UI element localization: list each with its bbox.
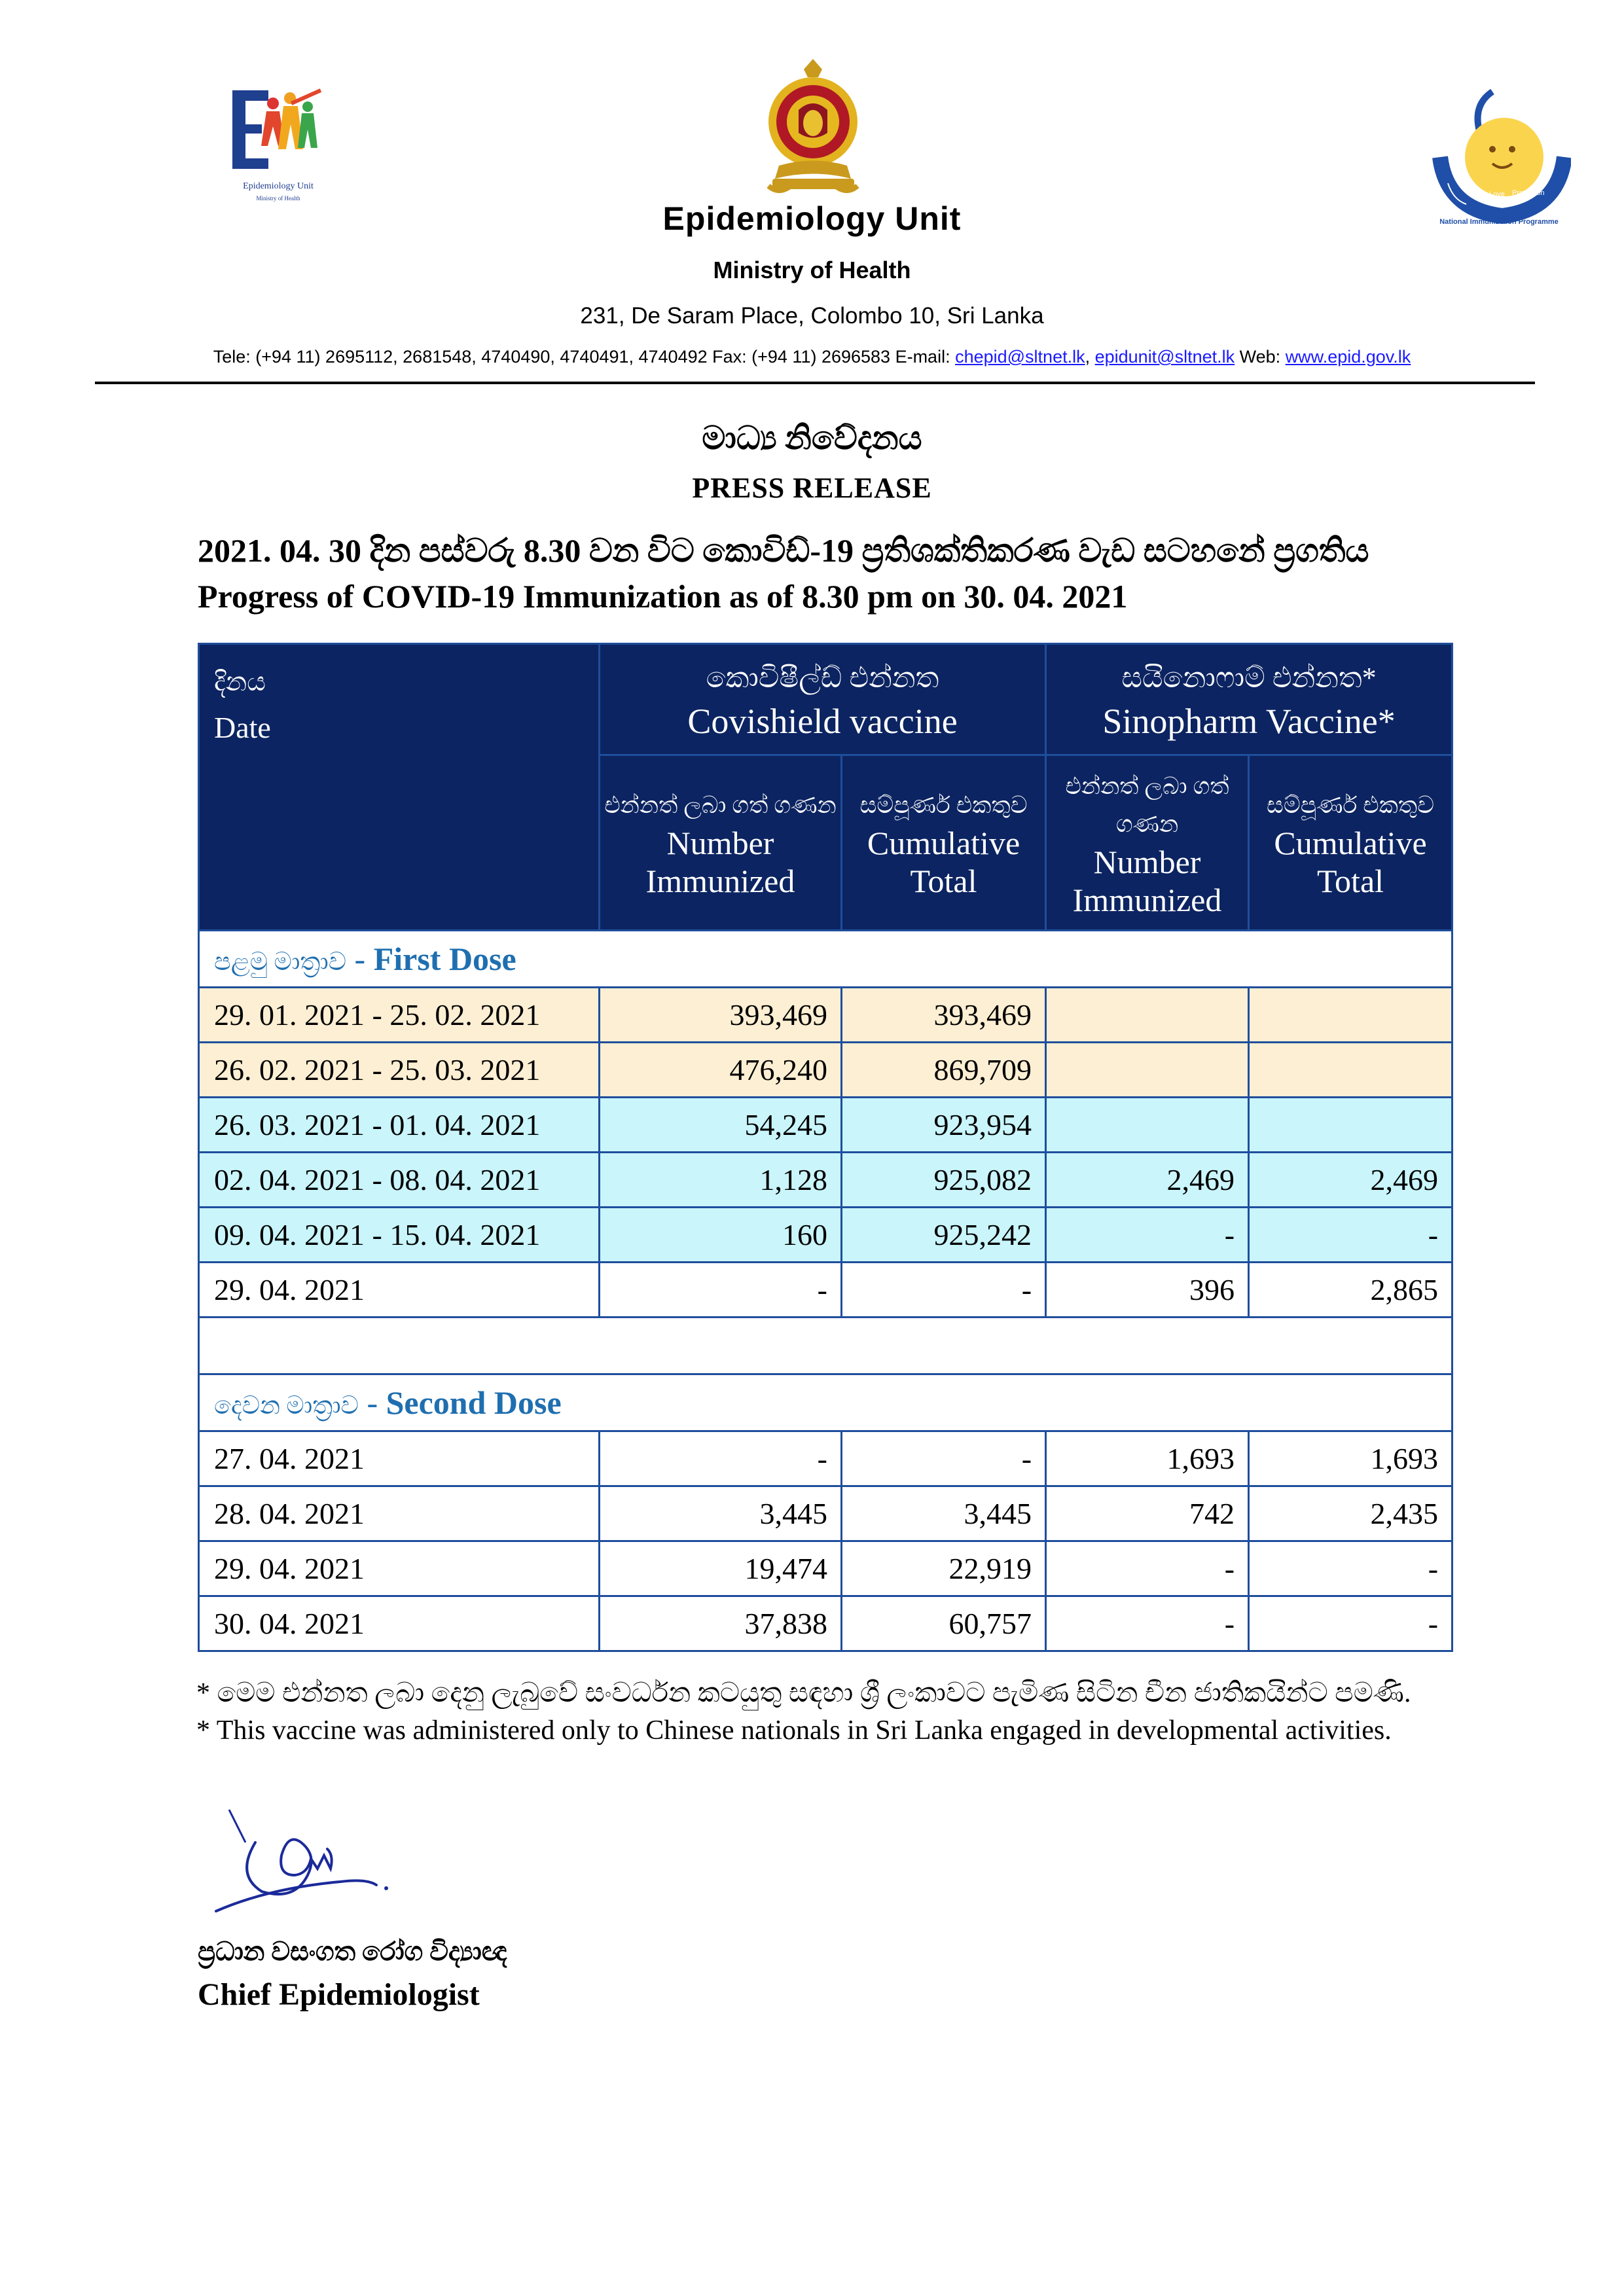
row-date: 27. 04. 2021 [199, 1431, 600, 1486]
number-header-si: එන්නත් ලබා ගත් ගණන [1065, 772, 1229, 837]
table-row [199, 1153, 1453, 1208]
number-header-si: එන්නත් ලබා ගත් ගණන [604, 791, 837, 818]
website-link[interactable]: www.epid.gov.lk [1285, 347, 1411, 367]
total-header-en: Cumulative Total [1274, 824, 1427, 899]
sinopharm-number: 2,469 [1046, 1153, 1249, 1208]
sinopharm-number [1046, 988, 1249, 1043]
sri-lanka-emblem [759, 58, 867, 198]
signature [209, 1803, 406, 1914]
ministry-name: Ministry of Health [713, 257, 911, 283]
nip-logo-tag-love: Love [1489, 190, 1505, 198]
covishield-header-en: Covishield vaccine [687, 701, 958, 741]
press-release-title: PRESS RELEASE [692, 472, 932, 504]
covishield-total: 925,082 [842, 1153, 1046, 1208]
dash-separator: - [358, 1384, 386, 1421]
epidemiology-unit-logo [226, 84, 331, 215]
email-link-chepid[interactable]: chepid@sltnet.lk [955, 347, 1085, 367]
heading-si: 2021. 04. 30 දින පස්වරු 8.30 වන විට කොවිඩ්-19 ප්‍රතිශක්තිකරණ වැඩ සටහනේ ප්‍රගතිය [198, 532, 1369, 569]
date-header-si: දිනය [214, 667, 266, 696]
covishield-number: 393,469 [600, 988, 842, 1043]
covishield-total: - [842, 1431, 1046, 1486]
contact-prefix: Tele: (+94 11) 2695112, 2681548, 4740490, 4740491, 4740492 Fax: (+94 11) 2696583 E-mail: [213, 347, 956, 367]
epid-logo-subcaption: Ministry of Health [256, 195, 300, 202]
second-dose-section [199, 1374, 1453, 1431]
table-row [199, 1263, 1453, 1318]
covishield-total: 923,954 [842, 1098, 1046, 1153]
row-date: 02. 04. 2021 - 08. 04. 2021 [199, 1153, 600, 1208]
total-header-si: සම්පූර්ණ එකතුව [1266, 791, 1435, 818]
sinopharm-number: 396 [1046, 1263, 1249, 1318]
table-row [199, 1486, 1453, 1541]
row-date: 29. 01. 2021 - 25. 02. 2021 [199, 988, 600, 1043]
number-header-en: Number Immunized [645, 824, 795, 899]
covishield-total: 925,242 [842, 1208, 1046, 1263]
table-row [199, 1596, 1453, 1651]
sinopharm-total [1249, 988, 1453, 1043]
sinopharm-number-header [1046, 755, 1249, 931]
sinopharm-total: 2,469 [1249, 1153, 1453, 1208]
first-dose-label-si: පළමු මාත්‍රාව [214, 948, 347, 976]
table-row [199, 1098, 1453, 1153]
first-dose-section [199, 931, 1453, 988]
sinopharm-total: 2,865 [1249, 1263, 1453, 1318]
table-row [199, 1043, 1453, 1098]
footnote-en: * This vaccine was administered only to Chinese nationals in Sri Lanka engaged in developmental activities. [196, 1715, 1392, 1746]
number-header-en: Number Immunized [1072, 843, 1222, 918]
covishield-number: 160 [600, 1208, 842, 1263]
table-row [199, 988, 1453, 1043]
covishield-total: 393,469 [842, 988, 1046, 1043]
row-date: 29. 04. 2021 [199, 1263, 600, 1318]
date-header-en: Date [214, 711, 271, 744]
sinopharm-total [1249, 1098, 1453, 1153]
sinopharm-total: - [1249, 1596, 1453, 1651]
second-dose-label-en: Second Dose [386, 1384, 562, 1421]
contact-separator: , [1085, 347, 1095, 367]
covishield-number: 19,474 [600, 1541, 842, 1596]
immunization-table [198, 643, 1451, 1652]
sinopharm-number: - [1046, 1208, 1249, 1263]
sinopharm-total [1249, 1043, 1453, 1098]
total-header-en: Cumulative Total [867, 824, 1020, 899]
contact-line [0, 347, 1624, 367]
covishield-number: - [600, 1431, 842, 1486]
row-date: 26. 03. 2021 - 01. 04. 2021 [199, 1098, 600, 1153]
covishield-number: 1,128 [600, 1153, 842, 1208]
address: 231, De Saram Place, Colombo 10, Sri Lanka [580, 303, 1044, 329]
sinopharm-header [1046, 644, 1453, 755]
sinopharm-number: 1,693 [1046, 1431, 1249, 1486]
covishield-total: 869,709 [842, 1043, 1046, 1098]
header-divider [95, 382, 1535, 384]
email-link-epidunit[interactable]: epidunit@sltnet.lk [1094, 347, 1235, 367]
heading-en: Progress of COVID-19 Immunization as of 8.30 pm on 30. 04. 2021 [198, 578, 1128, 615]
footnote-si: * මෙම එන්නත ලබා දෙනු ලැබුවේ සංවර්ධන කටයුතු සඳහා ශ්‍රී ලංකාවට පැමිණ සිටින චීන ජාතිකයින්ට පමණි. [196, 1678, 1411, 1708]
second-dose-label-si: දෙවන මාත්‍රාව [214, 1392, 359, 1420]
sinopharm-number: - [1046, 1596, 1249, 1651]
sinopharm-total: - [1249, 1541, 1453, 1596]
covishield-header [600, 644, 1046, 755]
web-label: Web: [1235, 347, 1286, 367]
total-header-si: සම්පූර්ණ එකතුව [859, 791, 1028, 818]
epid-logo-caption: Epidemiology Unit [243, 181, 314, 191]
table-row [199, 1431, 1453, 1486]
sinopharm-total-header [1249, 755, 1453, 931]
covishield-number: 3,445 [600, 1486, 842, 1541]
sinopharm-number: - [1046, 1541, 1249, 1596]
row-date: 26. 02. 2021 - 25. 03. 2021 [199, 1043, 600, 1098]
row-date: 09. 04. 2021 - 15. 04. 2021 [199, 1208, 600, 1263]
press-release-title-si: මාධ්‍ය නිවේදනය [702, 420, 922, 456]
covishield-total: - [842, 1263, 1046, 1318]
sinopharm-number: 742 [1046, 1486, 1249, 1541]
dash-separator: - [346, 941, 374, 977]
row-date: 30. 04. 2021 [199, 1596, 600, 1651]
date-header [199, 644, 600, 931]
org-name: Epidemiology Unit [662, 200, 962, 237]
covishield-total: 22,919 [842, 1541, 1046, 1596]
sinopharm-total: 2,435 [1249, 1486, 1453, 1541]
sinopharm-header-en: Sinopharm Vaccine* [1102, 701, 1396, 741]
nip-logo-text: National Immunization Programme [1439, 218, 1559, 226]
table-row [199, 1208, 1453, 1263]
table-row [199, 1541, 1453, 1596]
spacer-row [199, 1318, 1453, 1374]
row-date: 28. 04. 2021 [199, 1486, 600, 1541]
signatory-title: Chief Epidemiologist [198, 1977, 480, 2012]
sinopharm-total: - [1249, 1208, 1453, 1263]
sinopharm-number [1046, 1043, 1249, 1098]
sinopharm-total: 1,693 [1249, 1431, 1453, 1486]
covishield-number: 37,838 [600, 1596, 842, 1651]
covishield-total-header [842, 755, 1046, 931]
first-dose-label-en: First Dose [373, 941, 516, 977]
row-date: 29. 04. 2021 [199, 1541, 600, 1596]
covishield-number-header [600, 755, 842, 931]
covishield-number: 54,245 [600, 1098, 842, 1153]
sinopharm-number [1046, 1098, 1249, 1153]
covishield-header-si: කොවිෂීල්ඩ් එන්නත [706, 661, 939, 694]
covishield-total: 3,445 [842, 1486, 1046, 1541]
signatory-title-si: ප්‍රධාන වසංගත රෝග විද්‍යාඥ [198, 1937, 507, 1966]
sinopharm-header-si: සයිනොෆාම් එන්නත* [1121, 661, 1377, 694]
nip-logo-tag-protection: Protection [1512, 189, 1545, 197]
covishield-number: 476,240 [600, 1043, 842, 1098]
covishield-number: - [600, 1263, 842, 1318]
covishield-total: 60,757 [842, 1596, 1046, 1651]
